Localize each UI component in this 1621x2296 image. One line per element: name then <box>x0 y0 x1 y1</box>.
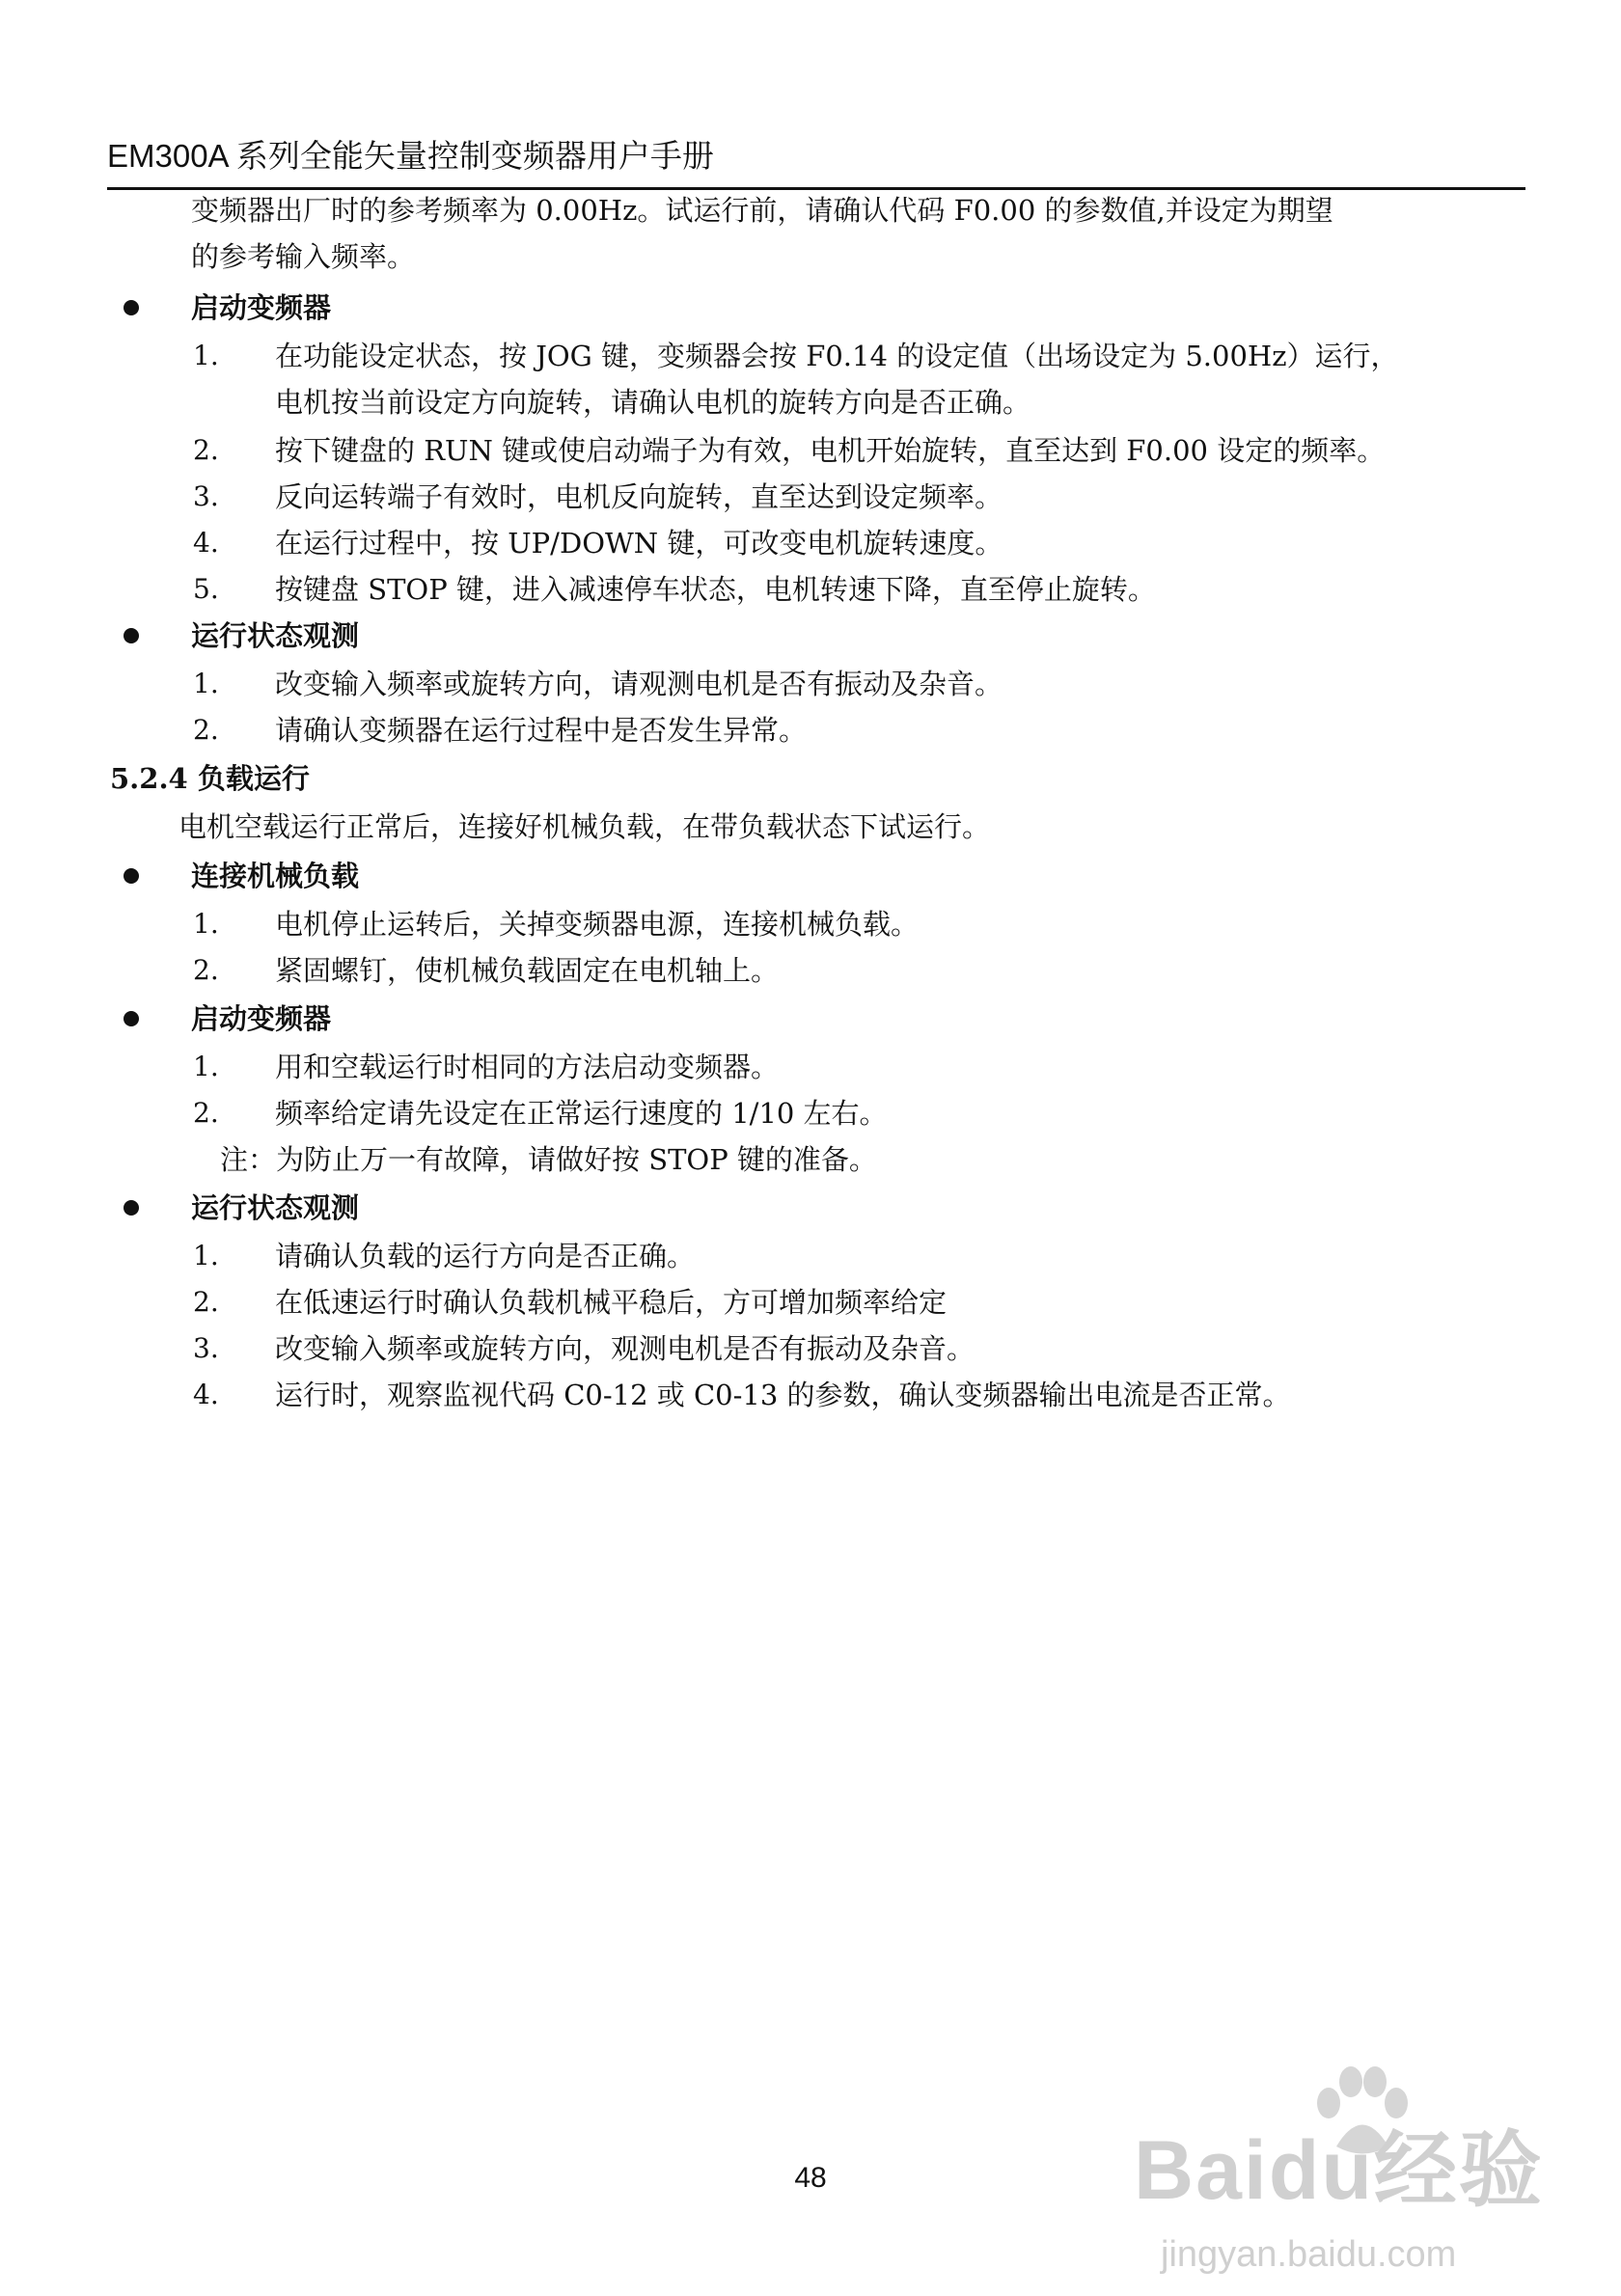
list-item-text: 请确认负载的运行方向是否正确。 <box>275 1240 696 1272</box>
section-title-start-inverter: 启动变频器 <box>191 291 332 324</box>
list-item-text: 频率给定请先设定在正常运行速度的 1/10 左右。 <box>275 1097 888 1130</box>
subsection-paragraph: 电机空载运行正常后，连接好机械负载，在带负载状态下试运行。 <box>179 810 991 843</box>
list-item-text: 紧固螺钉，使机械负载固定在电机轴上。 <box>275 954 780 987</box>
list-item-text: 运行时，观察监视代码 C0-12 或 C0-13 的参数，确认变频器输出电流是否正常。 <box>275 1379 1291 1411</box>
list-item-text: 在低速运行时确认负载机械平稳后，方可增加频率给定 <box>275 1286 948 1319</box>
section-title-run-observation: 运行状态观测 <box>191 619 360 652</box>
bullet-icon <box>124 300 139 315</box>
list-item-text: 按下键盘的 RUN 键或使启动端子为有效，电机开始旋转，直至达到 F0.00 设定的频率。 <box>275 434 1386 467</box>
section-title-connect-load: 连接机械负载 <box>191 860 360 892</box>
list-item-number: 4. <box>193 527 219 559</box>
section-title-start-inverter-2: 启动变频器 <box>191 1002 332 1035</box>
list-item-text: 电机停止运转后，关掉变频器电源，连接机械负载。 <box>275 908 920 941</box>
list-item-number: 1. <box>193 1240 219 1271</box>
watermark-brand-text: Baidu经验 <box>1134 2124 1544 2217</box>
list-item-text: 按键盘 STOP 键，进入减速停车状态，电机转速下降，直至停止旋转。 <box>275 573 1156 606</box>
list-item-number: 1. <box>193 340 219 371</box>
list-item-number: 1. <box>193 908 219 940</box>
header-rule <box>107 187 1525 190</box>
bullet-icon <box>124 868 139 884</box>
list-item-number: 2. <box>193 434 219 466</box>
list-item-text: 改变输入频率或旋转方向，观测电机是否有振动及杂音。 <box>275 1332 975 1365</box>
list-item-text: 改变输入频率或旋转方向，请观测电机是否有振动及杂音。 <box>275 668 1003 700</box>
list-item-number: 1. <box>193 1051 219 1082</box>
subsection-heading: 5.2.4 负载运行 <box>110 762 310 795</box>
list-item-number: 2. <box>193 714 219 746</box>
list-item-number: 4. <box>193 1379 219 1410</box>
note-text: 注：为防止万一有故障，请做好按 STOP 键的准备。 <box>220 1143 877 1176</box>
list-item-number: 2. <box>193 954 219 986</box>
list-item-number: 2. <box>193 1286 219 1318</box>
list-item-number: 3. <box>193 480 219 512</box>
list-item-text: 请确认变频器在运行过程中是否发生异常。 <box>275 714 808 747</box>
section-title-run-observation-2: 运行状态观测 <box>191 1191 360 1224</box>
list-item-number: 3. <box>193 1332 219 1364</box>
list-item-text: 在运行过程中，按 UP/DOWN 键，可改变电机旋转速度。 <box>275 527 1003 560</box>
intro-line-2: 的参考输入频率。 <box>191 240 416 273</box>
bullet-icon <box>124 628 139 643</box>
page-number: 48 <box>794 2162 827 2194</box>
list-item-number: 1. <box>193 668 219 699</box>
list-item-number: 5. <box>193 573 219 605</box>
page-header-title: EM300A 系列全能矢量控制变频器用户手册 <box>107 138 714 174</box>
list-item-text: 用和空载运行时相同的方法启动变频器。 <box>275 1051 780 1083</box>
list-item-text: 在功能设定状态，按 JOG 键，变频器会按 F0.14 的设定值（出场设定为 5.00Hz）运行， <box>275 340 1399 372</box>
bullet-icon <box>124 1200 139 1216</box>
watermark-url: jingyan.baidu.com <box>1161 2234 1457 2275</box>
list-item-text: 反向运转端子有效时，电机反向旋转，直至达到设定频率。 <box>275 480 1003 513</box>
intro-line-1: 变频器出厂时的参考频率为 0.00Hz。试运行前，请确认代码 F0.00 的参数值,并设定为期望 <box>191 194 1333 227</box>
list-item-number: 2. <box>193 1097 219 1129</box>
list-item-continuation: 电机按当前设定方向旋转，请确认电机的旋转方向是否正确。 <box>275 386 1031 419</box>
bullet-icon <box>124 1011 139 1026</box>
baidu-jingyan-watermark <box>1134 2064 1587 2282</box>
